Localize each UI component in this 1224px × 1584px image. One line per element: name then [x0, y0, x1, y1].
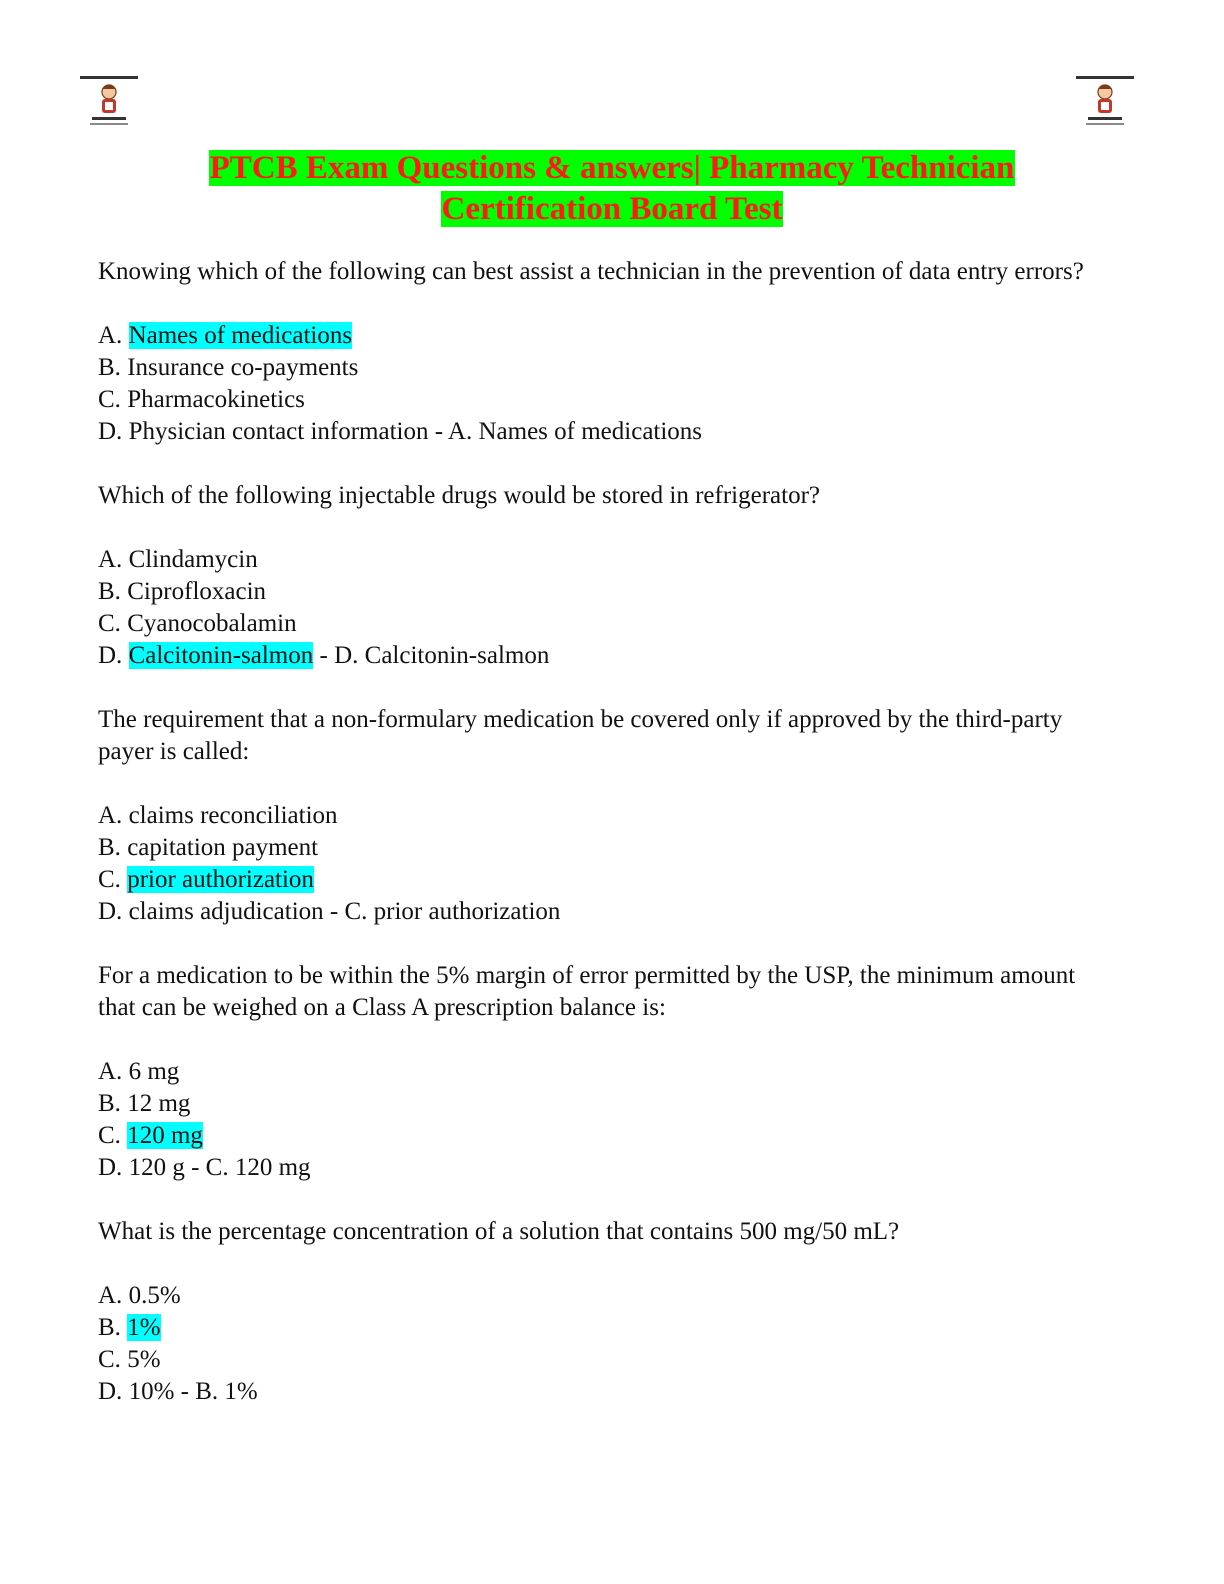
option-letter: C. — [98, 386, 128, 413]
stamp-logo-icon — [78, 72, 140, 134]
option-item — [98, 320, 1118, 352]
option-item — [98, 1344, 1118, 1376]
option-letter: D. — [98, 1378, 129, 1405]
stamp-logo-icon — [1074, 72, 1136, 134]
question-list — [98, 256, 1118, 1440]
option-text: 0.5% — [128, 1282, 181, 1309]
option-item — [98, 384, 1118, 416]
option-letter: A. — [98, 322, 129, 349]
option-item — [98, 640, 1118, 672]
option-letter: C. — [98, 1346, 128, 1373]
option-list — [98, 544, 1118, 672]
option-item — [98, 1312, 1118, 1344]
page-title — [0, 148, 1224, 230]
option-list — [98, 1280, 1118, 1408]
option-item — [98, 864, 1118, 896]
correct-answer-highlight: Calcitonin-salmon — [128, 642, 314, 669]
option-text: Pharmacokinetics — [127, 386, 305, 413]
option-text: Cyanocobalamin — [127, 610, 297, 637]
option-text: 6 mg — [128, 1058, 180, 1085]
option-text: capitation payment — [127, 834, 319, 861]
option-item — [98, 1088, 1118, 1120]
question-text: Knowing which of the following can best assist a technician in the prevention of data entry errors? — [98, 258, 1084, 285]
question-text: What is the percentage concentration of a solution that contains 500 mg/50 mL? — [98, 1218, 900, 1245]
option-item — [98, 544, 1118, 576]
title-line-2: Certification Board Test — [441, 191, 783, 227]
option-letter: B. — [98, 834, 128, 861]
option-letter: D. — [98, 1154, 129, 1181]
option-list — [98, 1056, 1118, 1184]
option-item — [98, 1152, 1118, 1184]
option-item — [98, 1120, 1118, 1152]
option-item — [98, 352, 1118, 384]
option-letter: A. — [98, 546, 129, 573]
correct-answer-highlight: prior authorization — [127, 866, 314, 893]
option-letter: C. — [98, 1122, 128, 1149]
question-text: Which of the following injectable drugs would be stored in refrigerator? — [98, 482, 820, 509]
correct-answer-highlight: 1% — [127, 1314, 161, 1341]
correct-answer-highlight: 120 mg — [127, 1122, 203, 1149]
option-letter: A. — [98, 1282, 129, 1309]
title-line-1: PTCB Exam Questions & answers| Pharmacy Technician — [209, 150, 1015, 186]
option-item — [98, 896, 1118, 928]
option-letter: B. — [98, 354, 128, 381]
option-letter: C. — [98, 866, 128, 893]
option-item — [98, 800, 1118, 832]
option-item — [98, 416, 1118, 448]
option-text: claims reconciliation — [128, 802, 338, 829]
option-text: 10% - B. 1% — [128, 1378, 258, 1405]
option-item — [98, 1056, 1118, 1088]
correct-answer-highlight: Names of medications — [128, 322, 353, 349]
option-letter: C. — [98, 610, 128, 637]
option-letter: B. — [98, 578, 128, 605]
option-item — [98, 608, 1118, 640]
option-letter: B. — [98, 1314, 128, 1341]
option-text: Ciprofloxacin — [127, 578, 267, 605]
option-text: Insurance co-payments — [127, 354, 359, 381]
option-item — [98, 1280, 1118, 1312]
option-text: Physician contact information - A. Names of medications — [128, 418, 703, 445]
option-list — [98, 800, 1118, 928]
option-text: 120 g - C. 120 mg — [128, 1154, 311, 1181]
answer-key: - D. Calcitonin-salmon — [313, 642, 550, 669]
option-letter: D. — [98, 642, 129, 669]
option-text: 5% — [127, 1346, 161, 1373]
option-letter: A. — [98, 802, 129, 829]
option-item — [98, 1376, 1118, 1408]
question-text: The requirement that a non-formulary medication be covered only if approved by the third-party payer is called: — [98, 706, 1063, 765]
option-letter: D. — [98, 418, 129, 445]
option-item — [98, 576, 1118, 608]
option-list — [98, 320, 1118, 448]
option-item — [98, 832, 1118, 864]
option-text: Clindamycin — [128, 546, 258, 573]
option-text: 12 mg — [127, 1090, 191, 1117]
option-letter: B. — [98, 1090, 128, 1117]
question-text: For a medication to be within the 5% margin of error permitted by the USP, the minimum amount that can be weighed on a Class A prescription balance is: — [98, 962, 1076, 1021]
option-letter: D. — [98, 898, 129, 925]
option-letter: A. — [98, 1058, 129, 1085]
option-text: claims adjudication - C. prior authorization — [128, 898, 561, 925]
